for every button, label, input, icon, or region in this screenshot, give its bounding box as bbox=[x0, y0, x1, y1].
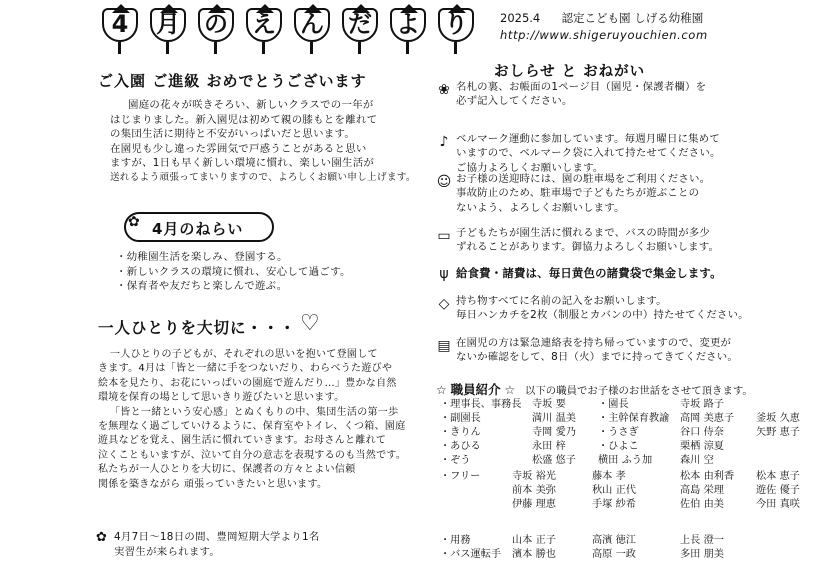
school-name: 認定こども園 しげる幼稚園 bbox=[561, 11, 704, 25]
welcome-line: の集団生活に期待と不安がいっぱいだと思います。 bbox=[110, 128, 356, 141]
staff-name: 今田 真咲 bbox=[756, 499, 800, 510]
star-icon: ☆ bbox=[436, 383, 447, 397]
individual-line: 一人ひとりの子どもが、それぞれの思いを抱いて登園して bbox=[110, 349, 378, 360]
staff-role: ・あひる bbox=[440, 441, 481, 452]
staff-name: 松本 恵子 bbox=[756, 471, 800, 482]
aims-item: ・幼稚園生活を楽しみ、登園する。 bbox=[116, 251, 288, 263]
header-info bbox=[500, 10, 703, 26]
notice-line: お子様の送迎時には、園の駐車場をご利用ください。 bbox=[456, 173, 711, 185]
individual-heading: 一人ひとりを大切に・・・ bbox=[98, 319, 297, 337]
title-char: ん bbox=[300, 10, 324, 38]
staff-name: 高原 一政 bbox=[592, 549, 636, 560]
staff-name: 手塚 紗希 bbox=[592, 499, 636, 510]
aims-list bbox=[116, 250, 426, 294]
staff-subheading: 以下の職員でお子様のお世話をさせて頂きます。 bbox=[525, 385, 753, 397]
staff-name: 藤本 孝 bbox=[592, 471, 626, 482]
title-char: 月 bbox=[156, 10, 180, 38]
individual-line: 遊具などを覚え、園生活に慣れていきます。お母さんと離れて bbox=[98, 435, 387, 447]
individual-line: を無理なく過ごしていけるように、保育室やトイレ、くつ箱、園庭 bbox=[98, 421, 406, 433]
staff-name: 寺岡 愛乃 bbox=[532, 427, 576, 438]
bell-icon: ♪ bbox=[439, 134, 449, 150]
notice-line: ご協力よろしくお願いします。 bbox=[456, 161, 604, 174]
staff-name: 高濱 徳江 bbox=[592, 535, 636, 546]
notice-line: 給食費・諸費は、毎日黄色の諸費袋で集金します。 bbox=[456, 266, 722, 280]
school-url[interactable]: http://www.shigeruyouchien.com bbox=[500, 28, 708, 42]
individual-line: 私たちが一人ひとりを大切に、保護者の方々とよい信頼 bbox=[98, 464, 356, 476]
title-tulip bbox=[436, 6, 476, 54]
issue-date: 2025.4 bbox=[500, 11, 541, 25]
staff-name: 佐伯 由美 bbox=[680, 499, 724, 510]
notice-item bbox=[436, 266, 816, 284]
tag-icon: ◇ bbox=[438, 296, 450, 312]
tulip-icon: ψ bbox=[439, 266, 449, 282]
notice-line: ずれることがあります。御協力よろしくお願いします。 bbox=[456, 241, 720, 254]
bus-icon: ▭ bbox=[437, 228, 451, 244]
book-icon: ▤ bbox=[437, 338, 451, 354]
welcome-line: はじまりました。新入園児は初めて親の膝もとを離れて bbox=[110, 113, 378, 126]
staff-name: 伊藤 理恵 bbox=[512, 499, 556, 510]
staff-role: ・フリー bbox=[440, 471, 481, 482]
tulip-icon: ✿ bbox=[128, 214, 140, 230]
welcome-line: ますが、1日も早く新しい環境に慣れ、楽しい園生活が bbox=[110, 157, 375, 170]
flower-icon: ❀ bbox=[438, 82, 450, 98]
notice-line: 名札の裏、お帳面の1ページ目（園児・保護者欄）を bbox=[456, 81, 707, 93]
staff-name: 濱本 勝也 bbox=[512, 549, 556, 560]
title-char: え bbox=[252, 10, 276, 38]
trainee-note-line: 実習生が来られます。 bbox=[114, 545, 221, 558]
staff-name: 寺坂 要 bbox=[532, 399, 566, 410]
individual-line: 「皆と一緒という安心感」とぬくもりの中、集団生活の第一歩 bbox=[110, 406, 399, 418]
notice-line: ないよう、よろしくお願いします。 bbox=[456, 201, 625, 214]
welcome-line: 送れるよう頑張ってまいりますので、よろしくお願い申し上げます。 bbox=[110, 171, 416, 183]
welcome-line: 園庭の花々が咲きそろい、新しいクラスでの一年が bbox=[128, 99, 374, 111]
staff-role: ・バス運転手 bbox=[440, 549, 502, 560]
notice-line: ベルマーク運動に参加しています。毎週月曜日に集めて bbox=[456, 133, 720, 145]
title-char: り bbox=[444, 10, 468, 38]
title-tulip bbox=[292, 6, 332, 54]
individual-line: 絵本を見たり、お花にいっぱいの園庭で遊んだり…」豊かな自然 bbox=[98, 377, 397, 389]
trainee-note bbox=[114, 530, 434, 559]
aims-item: ・新しいクラスの環境に慣れ、安心して過ごす。 bbox=[116, 265, 351, 278]
notices-heading: おしらせ と おねがい bbox=[494, 64, 646, 80]
trainee-note-line: 4月7日～18日の間、豊岡短期大学より1名 bbox=[114, 531, 320, 543]
staff-role: ・副園長 bbox=[440, 413, 481, 424]
staff-name: 高島 栄理 bbox=[680, 485, 724, 496]
staff-role: ・理事長、事務長 bbox=[440, 399, 522, 410]
staff-name: 満川 温美 bbox=[532, 413, 576, 424]
staff-name: 寺坂 裕光 bbox=[512, 471, 556, 482]
notice-line: 必ず記入してください。 bbox=[456, 95, 573, 108]
individual-line: 環境を保育の場として思いきり遊びたいと思います。 bbox=[98, 392, 345, 404]
title-tulip bbox=[340, 6, 380, 54]
staff-name: 横田 ふう加 bbox=[598, 455, 653, 466]
title-tulip bbox=[100, 6, 140, 54]
individual-line: きます。4月は「皆と一緒に手をつないだり、わらべうた遊びや bbox=[98, 363, 393, 375]
staff-role: ・うさぎ bbox=[598, 427, 639, 438]
staff-name: 多田 朋美 bbox=[680, 549, 724, 560]
title-char: よ bbox=[396, 10, 420, 38]
notice-line: ないか確認をして、8日（火）までに持ってきてください。 bbox=[456, 351, 738, 364]
welcome-heading: ご入園 ご進級 おめでとうございます bbox=[98, 72, 367, 90]
welcome-text bbox=[110, 98, 428, 186]
individual-line: 関係を築きながら 頑張っていきたいと思います。 bbox=[98, 478, 328, 490]
notice-item bbox=[436, 226, 816, 256]
staff-role: ・きりん bbox=[440, 427, 481, 438]
aims-heading: 4月のねらい bbox=[152, 220, 244, 238]
staff-name: 高岡 美恵子 bbox=[680, 413, 735, 424]
staff-name: 山本 正子 bbox=[512, 535, 556, 546]
staff-name: 松盛 悠子 bbox=[532, 455, 576, 466]
staff-name: 永田 梓 bbox=[532, 441, 566, 452]
individual-line: 泣くこともいますが、泣いて自分の意志を表現するのも当然です。 bbox=[98, 449, 407, 461]
title-tulip bbox=[148, 6, 188, 54]
title-char: だ bbox=[348, 10, 372, 38]
title-tulip bbox=[244, 6, 284, 54]
staff-role: ・ひよこ bbox=[598, 441, 639, 452]
notice-line: 子どもたちが園生活に慣れるまで、バスの時間が多少 bbox=[456, 227, 710, 239]
title-tulip bbox=[388, 6, 428, 54]
staff-name: 寺坂 路子 bbox=[680, 399, 724, 410]
child-icon: ☺ bbox=[436, 174, 452, 190]
staff-name: 谷口 侍奈 bbox=[680, 427, 724, 438]
aims-item: ・保育者や友だちと楽しんで遊ぶ。 bbox=[116, 280, 288, 293]
notice-item bbox=[436, 132, 816, 176]
staff-name: 遊佐 優子 bbox=[756, 485, 800, 496]
staff-header bbox=[436, 380, 753, 398]
staff-role: ・ぞう bbox=[440, 455, 471, 466]
notice-item bbox=[436, 336, 816, 366]
staff-role: ・園長 bbox=[598, 399, 629, 410]
notice-line: 在園児の方は緊急連絡表を持ち帰っていますので、変更が bbox=[456, 337, 732, 349]
staff-name: 矢野 恵子 bbox=[756, 427, 800, 438]
notice-line: 事故防止のため、駐車場で子どもたちが遊ぶことの bbox=[456, 187, 700, 200]
title-char: の bbox=[204, 10, 228, 38]
title-char: 4 bbox=[111, 10, 129, 38]
welcome-line: 在園児も少し違った雰囲気で戸惑うことがあると思い bbox=[110, 142, 367, 155]
staff-name: 秋山 正代 bbox=[592, 485, 636, 496]
star-icon: ☆ bbox=[504, 383, 516, 397]
staff-table bbox=[440, 398, 822, 578]
staff-name: 森川 空 bbox=[680, 455, 714, 466]
hands-heart-icon: ♡ bbox=[300, 311, 320, 336]
staff-role: ・主幹保育教諭 bbox=[598, 413, 670, 424]
staff-name: 前本 美弥 bbox=[512, 485, 556, 496]
staff-name: 栗栖 涼夏 bbox=[680, 441, 724, 452]
notice-item bbox=[436, 294, 816, 324]
title-tulip bbox=[196, 6, 236, 54]
flower-icon: ✿ bbox=[96, 530, 107, 545]
staff-heading: 職員紹介 bbox=[450, 382, 501, 397]
staff-name: 釜坂 久恵 bbox=[756, 413, 800, 424]
individual-text bbox=[98, 348, 430, 492]
notice-line: いますので、ベルマーク袋に入れて持たせてください。 bbox=[456, 147, 721, 160]
staff-name: 松本 由利香 bbox=[680, 471, 735, 482]
staff-role: ・用務 bbox=[440, 535, 471, 546]
notice-item bbox=[436, 172, 816, 216]
notice-line: 毎日ハンカチを2枚（制服とカバンの中）持たせてください。 bbox=[456, 309, 749, 322]
notice-item bbox=[436, 80, 816, 110]
staff-name: 上長 澄一 bbox=[680, 535, 724, 546]
notice-line: 持ち物すべてに名前の記入をお願いします。 bbox=[456, 295, 667, 307]
